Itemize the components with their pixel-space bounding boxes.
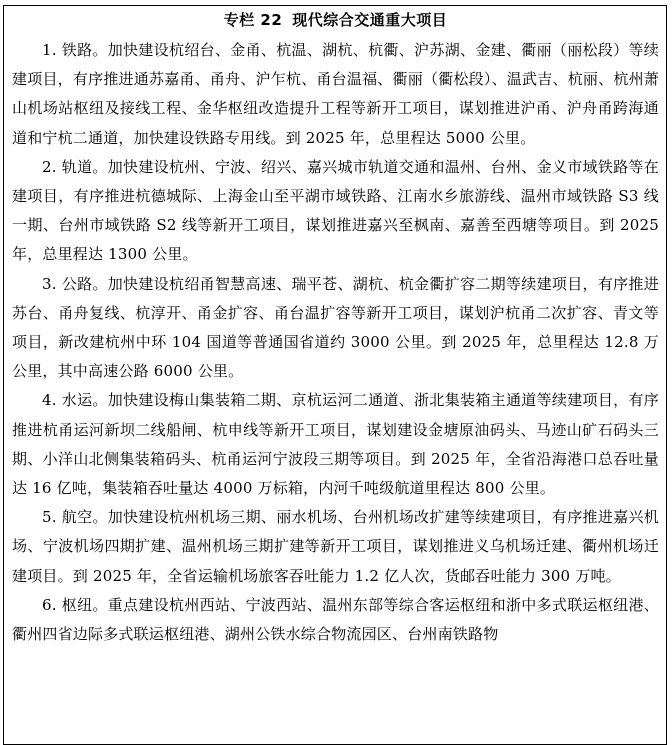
paragraph-waterway: 4. 水运。加快建设梅山集装箱二期、京杭运河二通道、浙北集装箱主通道等续建项目，有序推进杭甬运河新坝二线船闸、杭申线等新开工项目，谋划建设金塘原油码头、马迹山矿石码头三期、小洋山北侧集装箱码头、杭甬运河宁波段三期等项目。到 2025 年，全省沿海港口总吞吐量达 16 亿吨，集装箱吞吐量达 4000 万标箱，内河千吨级航道里程达 800 公里。 bbox=[12, 391, 659, 498]
paragraph-rail-transit: 2. 轨道。加快建设杭州、宁波、绍兴、嘉兴城市轨道交通和温州、台州、金义市域铁路等在建项目，有序推进杭德城际、上海金山至平湖市域铁路、江南水乡旅游线、温州市域铁路 S3 线一期、台州市域铁路 S2 线等新开工项目，谋划推进嘉兴至枫南、嘉善至西塘等项目。到 2025 年，总里程达 1300 公里。 bbox=[12, 157, 659, 264]
column-title-label: 专栏 22 bbox=[223, 11, 283, 29]
column-title bbox=[12, 9, 659, 36]
paragraph-railway: 1. 铁路。加快建设杭绍台、金甬、杭温、湖杭、杭衢、沪苏湖、金建、衢丽（丽松段）等续建项目，有序推进通苏嘉甬、甬舟、沪乍杭、甬台温福、衢丽（衢松段）、温武吉、杭丽、杭州萧山机场站枢纽及接线工程、金华枢纽改造提升工程等新开工项目，谋划推进沪甬、沪舟甬跨海通道和宁杭二通道，加快建设铁路专用线。到 2025 年，总里程达 5000 公里。 bbox=[12, 41, 659, 147]
paragraph-aviation: 5. 航空。加快建设杭州机场三期、丽水机场、台州机场改扩建等续建项目，有序推进嘉兴机场、宁波机场四期扩建、温州机场三期扩建等新开工项目，谋划推进义乌机场迁建、衢州机场迁建项目。到 2025 年，全省运输机场旅客吞吐能力 1.2 亿人次，货邮吞吐能力 300 万吨。 bbox=[12, 508, 659, 585]
paragraph-hub: 6. 枢纽。重点建设杭州西站、宁波西站、温州东部等综合客运枢纽和浙中多式联运枢纽港、衢州四省边际多式联运枢纽港、湖州公铁水综合物流园区、台州南铁路物 bbox=[12, 595, 659, 644]
column-box bbox=[3, 5, 667, 745]
column-title-text: 现代综合交通重大项目 bbox=[292, 11, 448, 29]
paragraph-highway: 3. 公路。加快建设杭绍甬智慧高速、瑞平苍、湖杭、杭金衢扩容二期等续建项目，有序推进苏台、甬舟复线、杭淳开、甬金扩容、甬台温扩容等新开工项目，谋划沪杭甬二次扩容、青文等项目，新改建杭州中环 104 国道等普通国省道约 3000 公里。到 2025 年，总里程达 12.8 万公里，其中高速公路 6000 公里。 bbox=[12, 274, 659, 381]
